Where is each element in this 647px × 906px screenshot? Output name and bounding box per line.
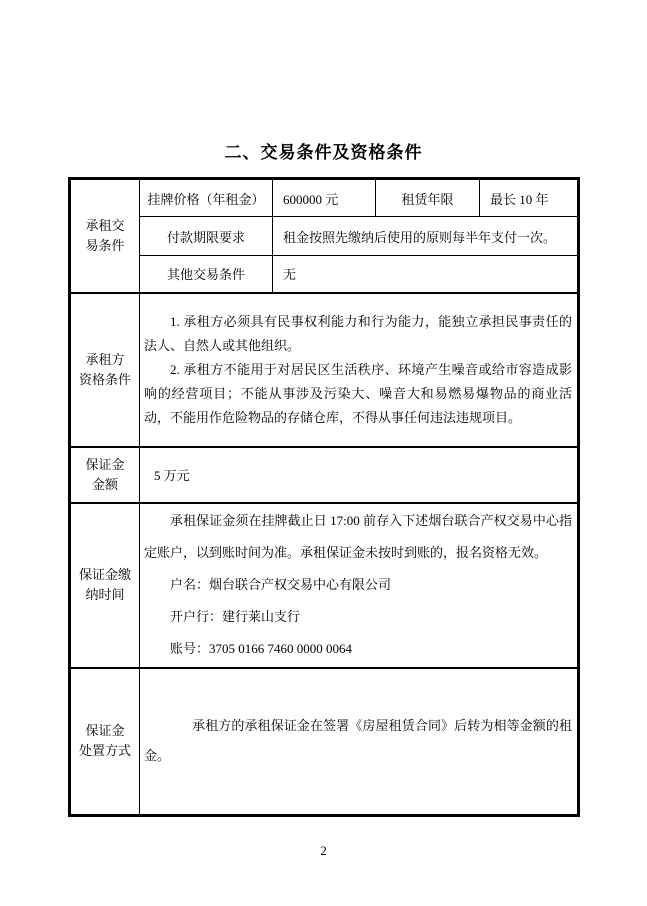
payment-terms-label: 付款期限要求 xyxy=(140,217,273,256)
table-row xyxy=(70,293,579,447)
row-header-line: 保证金缴 xyxy=(78,567,131,582)
row-header-line: 保证金 xyxy=(85,723,125,739)
account-name-line: 户名：烟台联合产权交易中心有限公司 xyxy=(170,577,392,592)
row-header-deposit-amount xyxy=(70,447,140,503)
other-conditions-value: 无 xyxy=(273,256,579,293)
row-header-line: 处置方式 xyxy=(78,743,131,759)
deposit-payment-paragraph: 承租保证金须在挂牌截止日 17:00 前存入下述烟台联合产权交易中心指定账户，以到账时间为准。承租保证金未按时到账的，报名资格无效。 xyxy=(144,513,572,560)
row-header-line: 资格条件 xyxy=(78,371,131,387)
page-number: 2 xyxy=(320,843,327,858)
table-row xyxy=(70,447,579,503)
row-header-qualification xyxy=(70,293,140,447)
row-header-line: 保证金 xyxy=(85,456,125,472)
table-row xyxy=(70,503,579,668)
qualification-paragraph-1: 1. 承租方必须具有民事权利能力和行为能力，能独立承担民事责任的法人、自然人或其他组织。 xyxy=(144,313,572,353)
table-row xyxy=(70,668,579,816)
account-number-line: 账号：3705 0166 7460 0000 0064 xyxy=(170,641,353,656)
transaction-conditions-table xyxy=(68,177,580,817)
lease-term-value: 最长 10 年 xyxy=(480,179,579,217)
other-conditions-label: 其他交易条件 xyxy=(140,256,273,293)
row-header-line: 承租方 xyxy=(85,351,125,367)
row-header-deposit-disposal xyxy=(70,668,140,816)
qualification-paragraph-2: 2. 承租方不能用于对居民区生活秩序、环境产生噪音或给市容造成影响的经营项目；不能从事涉及污染大、噪音大和易燃易爆物品的商业活动，不能用作危险物品的存储仓库，不得从事任何违法违规项目。 xyxy=(144,361,572,425)
table-row xyxy=(70,179,579,217)
row-header-deposit-payment-time xyxy=(70,503,140,668)
page-title: 二、交易条件及资格条件 xyxy=(224,143,423,162)
listing-price-label: 挂牌价格（年租金） xyxy=(140,179,273,217)
listing-price-value: 600000 元 xyxy=(273,179,376,217)
table-row xyxy=(70,217,579,256)
deposit-disposal-paragraph: 承租方的承租保证金在签署《房屋租赁合同》后转为相等金额的租金。 xyxy=(144,718,572,764)
deposit-payment-time-content xyxy=(140,503,579,668)
row-header-line: 承租交 xyxy=(85,217,125,233)
table-row xyxy=(70,256,579,293)
row-header-lease-terms xyxy=(70,179,140,293)
row-header-line: 纳时间 xyxy=(85,587,125,602)
lease-term-label: 租赁年限 xyxy=(376,179,480,217)
deposit-disposal-content xyxy=(140,668,579,816)
row-header-line: 金额 xyxy=(91,476,118,492)
payment-terms-value: 租金按照先缴纳后使用的原则每半年支付一次。 xyxy=(273,217,579,256)
qualification-content xyxy=(140,293,579,447)
row-header-line: 易条件 xyxy=(85,237,125,253)
bank-branch-line: 开户行：建行莱山支行 xyxy=(170,609,301,624)
deposit-amount-value: 5 万元 xyxy=(140,447,579,503)
